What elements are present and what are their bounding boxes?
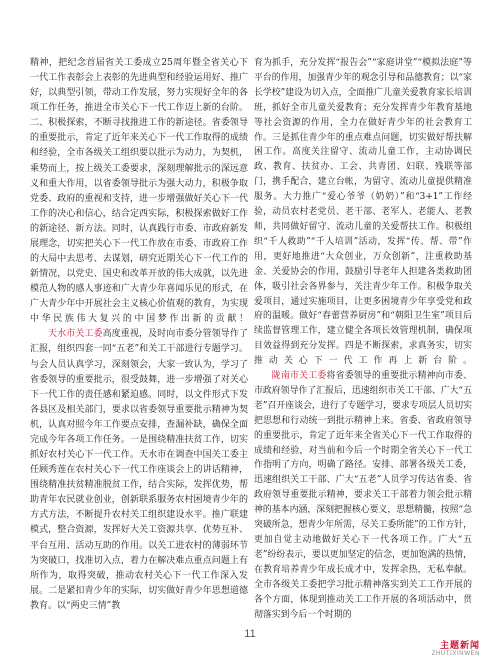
right-paragraph-2: [254, 369, 472, 622]
section-heading-tianshui: 天水市关工委: [48, 329, 103, 340]
right-paragraph-1: 育为抓手，充分发挥“报告会”“家庭讲堂”“模拟法庭”等平台的作用，加强青少年的观念引导和品德教育；以“家长学校”建设为切入点，全面推广儿童关爱教育家长培训班，抓好全市儿童关爱教育；充分发挥青少年教育基地等社会资源的作用，全力在做好青少年的社会教育工作。三是抓住青少年的重点难点问题，切实做好帮扶解困工作。高度关注留守、流动儿童工作，主动协调民政、教育、扶贫办、工会、共青团、妇联、残联等部门，携手配合，建立台帐，为留守、流动儿童提供精准服务。大力推广“爱心爷爷（奶奶）”和“3+1”工作经验，动员农村老党员、老干部、老军人、老能人、老教师，共同做好留守、流动儿童的关爱帮扶工作。积极组织“千人救助”“千人培训”活动，发挥“传、帮、带”作用，更好地推进“大众创业，万众创新”，注重救助基金、关爱协会的作用，鼓励引导老年人担建各类救助团体，吸引社会各界参与，关注青少年工作。积极争取关爱项目，通过实施项目，让更多困境青少年享受党和政府的温暖。做好“春蕾营养厨房”和“朝阳卫生室”项目后续监督管理工作，建立健全各项长效管理机制，确保项目效益得到充分发挥。四是不断探索，求真务实，切实推动关心下一代工作再上新台阶。: [254, 58, 472, 367]
left-column: [30, 56, 248, 614]
left-paragraph-1: 精神，把纪念首届省关工委成立25周年暨全省关心下一代工作表彰会上表彰的先进典型和经验运用好、推广好，以典型引领，带动工作发展，努力实现好全年的各项工作任务，推进全市关心下一代工作迈上新的台阶。二、积极探索，不断寻找推进工作的新途径。省委领导的重要批示，肯定了近年来关心下一代工作取得的成绩和经验，全市各级关工组织要以批示为动力，为契机，乘势而上，按上级关工委要求，深刻理解批示的深远意义和重大作用，以省委领导批示为强大动力，积极争取党委、政府的重视和支持，进一步增强做好关心下一代工作的决心和信心，结合定西实际，积极探索做好工作的新途径、新方法。同时，认真践行市委、市政府新发展理念，切实把关心下一代工作放在市委、市政府工作的大局中去思考、去谋划，研究近期关心下一代工作的新情况，以党史、国史和改革开放的伟大成就，以先进模范人物的感人事迹和广大青少年喜闻乐见的形式，在广大青少年中开展社会主义核心价值观的教育，为实现中华民族伟大复兴的中国梦作出新的贡献！: [30, 58, 248, 325]
right-paragraph-2-text: 将省委领导的重要批示精神向市委、市政府领导作了汇报后，迅速组织市关工干部、广大“五老”召开座谈会，进行了专题学习，要求专项层人员切实把思想和行动统一到批示精神上来。省委、省政府领导的重要批示，肯定了近年来全省关心下一代工作取得的成绩和经验，对当前和今后一个时期全省关心下一代工作指明了方向，明确了路径。安排、部署各级关工委，迅速组织关工干部、广大“五老”人员学习传达省委、省政府领导重要批示精神，要求关工干部着力领会批示精神的基本内涵，深刻把握核心要义，思想精髓，按照“急突破所急，想青少年所需，尽关工委所能”的工作方针，更加自觉主动地做好关心下一代各项工作。广大“五老”纷纷表示，要以更加坚定的信念，更加饱满的热情，在教育培养青少年成长成才中，发挥余热，无私奉献。全市各级关工委把学习批示精神落实到关工工作开展的各个方面，体现到推动关工工作开展的各项活动中，贯彻落实到今后一个时期的: [254, 371, 473, 620]
left-paragraph-2-text: 高度重视，及时向市委分管领导作了汇报，组织四套一同“五老”和关工干部进行专题学习。与会人员认真学习，深刻领会，大家一致认为，学习了省委领导的重要批示，很受鼓舞，进一步增强了对关心下一代工作的责任感和紧迫感。同时，以文件形式下发各县区及相关部门，要求以省委领导重要批示精神为契机，认真对照今年工作要点安排，查漏补缺，确保全面完成今年各项工作任务。一是围绕精准扶贫工作，切实抓好农村关心下一代工作。天水市在调查中国关工委主任顾秀莲在农村关心下一代工作座谈会上的讲话精神，围绕精准扶贫精准脱贫工作，结合实际，发挥优势，帮助青年农民就业创业，创新联系服务农村困境青少年的方式方法，不断提升农村关工组织建设水平。推广联建模式，整合资源，发挥好大关工资源共享、优势互补、平台互用、活动互助的作用。以关工进农村的薄弱环节为突破口，找准切入点，着力在解决难点重点问题上有所作为，取得突破，推动农村关心下一代工作深入发展。二是紧扣青少年的实际，切实做好青少年思想道德教育。以“两史三情”教: [30, 329, 248, 611]
page-number: 11: [244, 628, 256, 640]
section-heading-longnan: 陇南市关工委: [271, 371, 327, 382]
left-paragraph-2: [30, 327, 248, 613]
brand-title: 主题新闻: [439, 640, 480, 650]
section-brand: [432, 638, 480, 657]
right-column: [254, 56, 472, 622]
brand-subtitle: ZHUTIXINWEN: [431, 651, 480, 657]
